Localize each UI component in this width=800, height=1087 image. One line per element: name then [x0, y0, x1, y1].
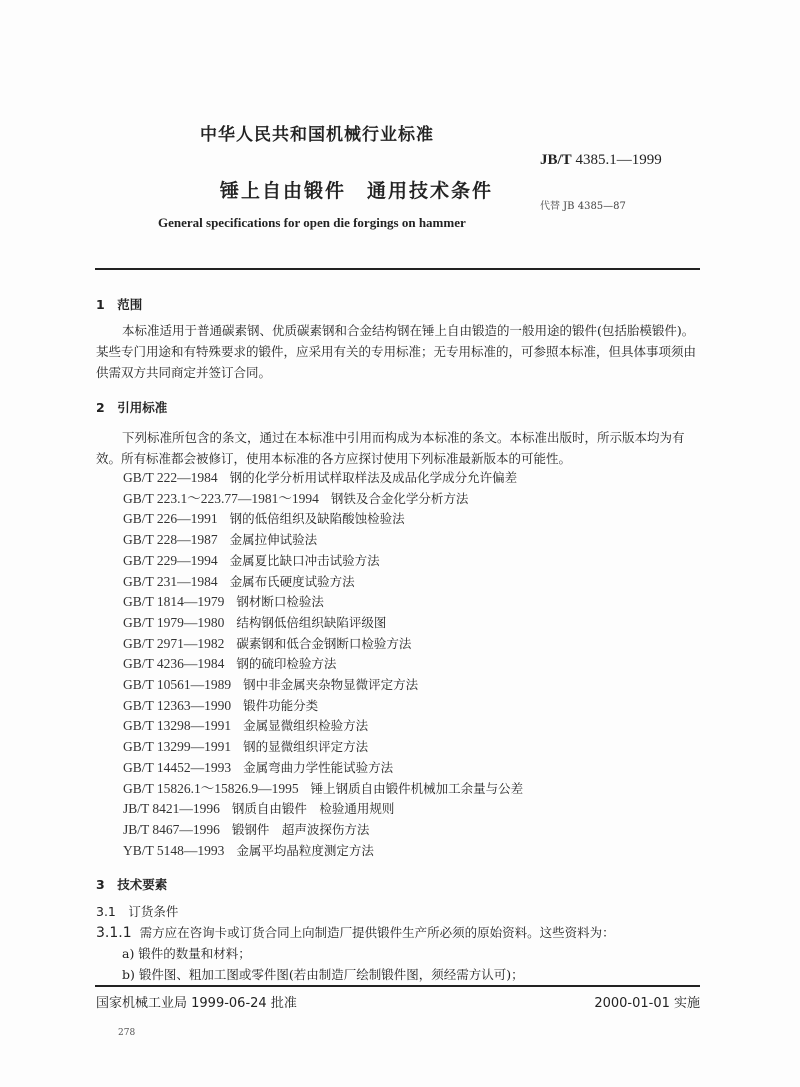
- reference-code: GB/T 4236—1984: [123, 656, 225, 672]
- clause-text: 需方应在咨询卡或订货合同上向制造厂提供锻件生产所必须的原始资料。这些资料为：: [139, 925, 615, 940]
- reference-item: [123, 675, 523, 696]
- reference-title: 金属弯曲力学性能试验方法: [243, 759, 394, 775]
- replaces-note: 代替 JB 4385—87: [540, 201, 626, 212]
- reference-item: [123, 799, 523, 820]
- section-2-text: 下列标准所包含的条文，通过在本标准中引用而构成为本标准的条文。本标准出版时，所示版本均为有效。所有标准都会被修订，使用本标准的各方应探讨使用下列标准最新版本的可能性。: [96, 430, 685, 466]
- reference-item: [123, 716, 523, 737]
- clause-item-b: b) 锻件图、粗加工图或零件图(若由制造厂绘制锻件图，须经需方认可)；: [122, 967, 524, 982]
- reference-item: [123, 696, 523, 717]
- standard-code-number: 4385.1—1999: [575, 152, 662, 168]
- reference-code: GB/T 10561—1989: [123, 677, 232, 693]
- header-divider: [95, 268, 700, 270]
- reference-title: 金属布氏硬度试验方法: [229, 573, 355, 589]
- reference-code: GB/T 13299—1991: [123, 739, 232, 755]
- reference-code: GB/T 13298—1991: [123, 718, 232, 734]
- reference-code: GB/T 1814—1979: [123, 594, 225, 610]
- reference-title: 钢的化学分析用试样取样法及成品化学成分允许偏差: [229, 470, 518, 485]
- clause-item-a: a) 锻件的数量和材料；: [122, 946, 251, 961]
- reference-item: [123, 841, 523, 862]
- reference-item: [123, 592, 523, 613]
- reference-code: GB/T 231—1984: [123, 573, 218, 589]
- reference-item: [123, 468, 523, 489]
- industry-standard-title: 中华人民共和国机械行业标准: [200, 125, 434, 145]
- reference-item: [123, 820, 523, 841]
- reference-code: GB/T 14452—1993: [123, 759, 232, 775]
- document-title-en: General specifications for open die forgings on hammer: [158, 215, 466, 230]
- reference-code: GB/T 222—1984: [123, 470, 218, 485]
- reference-title: 钢的低倍组织及缺陷酸蚀检验法: [229, 511, 405, 527]
- reference-title: 金属平均晶粒度测定方法: [236, 842, 374, 858]
- reference-title: 钢材断口检验法: [236, 594, 324, 610]
- implementation-date: 2000-01-01 实施: [594, 996, 700, 1011]
- reference-code: GB/T 229—1994: [123, 552, 218, 568]
- reference-title: 金属夏比缺口冲击试验方法: [229, 552, 380, 568]
- reference-item: [123, 737, 523, 758]
- page-number: 278: [118, 1028, 136, 1038]
- section-3-heading: 3 技术要素: [96, 877, 168, 892]
- section-2-heading: 2 引用标准: [96, 400, 168, 415]
- reference-code: YB/T 5148—1993: [123, 842, 225, 858]
- reference-item: [123, 530, 523, 551]
- document-title-cn: 锤上自由锻件 通用技术条件: [220, 180, 494, 202]
- reference-item: [123, 654, 523, 675]
- reference-title: 金属拉伸试验法: [229, 532, 318, 548]
- section-1-body: [96, 320, 701, 383]
- reference-item: [123, 572, 523, 593]
- reference-title: 碳素钢和低合金钢断口检验方法: [236, 635, 412, 651]
- reference-title: 锤上钢质自由锻件机械加工余量与公差: [310, 780, 524, 796]
- section-1-text: 本标准适用于普通碳素钢、优质碳素钢和合金结构钢在锤上自由锻造的一般用途的锻件(包括胎模锻件)。某些专门用途和有特殊要求的锻件，应采用有关的专用标准；无专用标准的，可参照本标准，但具体事项须由供需双方共同商定并签订合同。: [96, 323, 697, 380]
- reference-code: GB/T 15826.1～15826.9—1995: [123, 780, 299, 796]
- reference-title: 锻件功能分类: [243, 697, 319, 713]
- reference-item: [123, 779, 523, 800]
- reference-code: GB/T 2971—1982: [123, 635, 225, 651]
- reference-item: [123, 551, 523, 572]
- section-1-heading: 1 范围: [96, 297, 143, 312]
- subsection-3-1-heading: 3.1 订货条件: [96, 904, 179, 919]
- reference-code: GB/T 228—1987: [123, 532, 218, 548]
- reference-title: 锻钢件 超声波探伤方法: [231, 821, 370, 837]
- standard-code: [540, 152, 662, 169]
- reference-title: 钢铁及合金化学分析方法: [330, 490, 469, 506]
- reference-item: [123, 613, 523, 634]
- reference-title: 金属显微组织检验方法: [243, 718, 369, 734]
- clause-number: 3.1.1: [96, 925, 132, 941]
- clause-3-1-1: [96, 923, 615, 941]
- reference-code: GB/T 1979—1980: [123, 614, 225, 630]
- reference-item: [123, 489, 523, 510]
- standard-code-prefix: JB/T: [540, 152, 572, 168]
- reference-code: GB/T 223.1～223.77—1981～1994: [123, 490, 319, 506]
- footer-divider: [95, 985, 700, 987]
- reference-title: 结构钢低倍组织缺陷评级图: [236, 614, 387, 630]
- reference-title: 钢的硫印检验方法: [236, 656, 337, 672]
- referenced-standards-list: [123, 468, 523, 861]
- reference-item: [123, 634, 523, 655]
- reference-code: JB/T 8467—1996: [123, 821, 220, 837]
- reference-code: GB/T 226—1991: [123, 511, 218, 527]
- reference-code: JB/T 8421—1996: [123, 801, 220, 817]
- approval-date: 国家机械工业局 1999-06-24 批准: [96, 996, 297, 1011]
- reference-title: 钢的显微组织评定方法: [243, 739, 369, 755]
- reference-code: GB/T 12363—1990: [123, 697, 232, 713]
- reference-title: 钢中非金属夹杂物显微评定方法: [243, 677, 419, 693]
- reference-title: 钢质自由锻件 检验通用规则: [231, 801, 395, 817]
- section-2-body: [96, 427, 701, 469]
- reference-item: [123, 509, 523, 530]
- reference-item: [123, 758, 523, 779]
